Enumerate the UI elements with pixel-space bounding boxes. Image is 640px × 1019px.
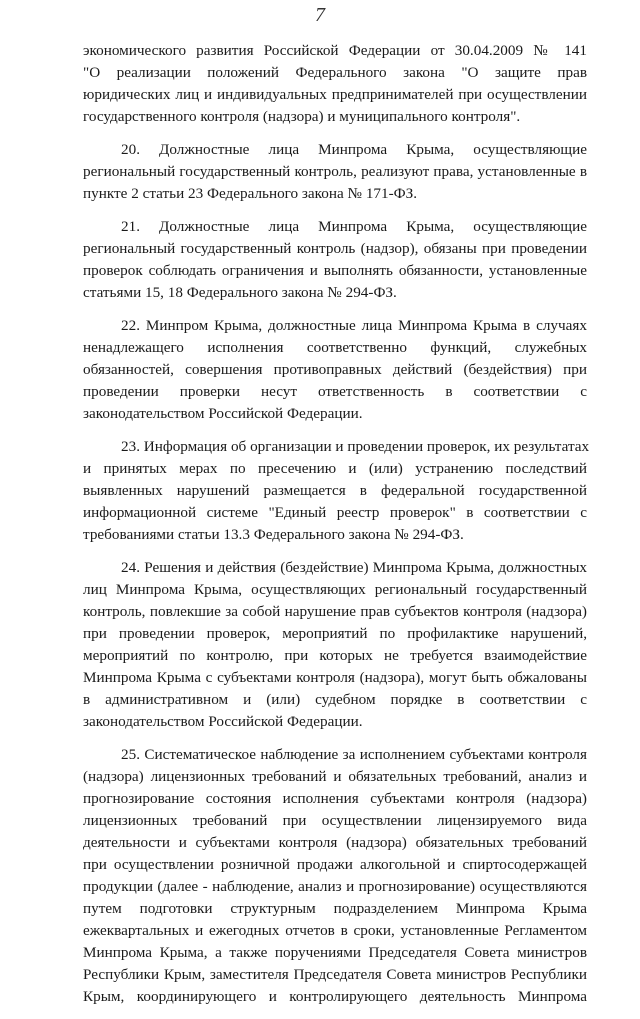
text-line: лицензионных требований при осуществлении лицензируемого вида (83, 812, 587, 829)
page-number: 7 (315, 4, 325, 26)
text-line: и принятых мерах по пресечению и (или) устранению последствий (83, 460, 587, 477)
text-line: в административном и (или) судебном порядке в соответствии с (83, 691, 587, 708)
text-line: прогнозирование состояния исполнения субъектами контроля (надзора) (83, 790, 587, 807)
text-line: 24. Решения и действия (бездействие) Минпрома Крыма, должностных (121, 559, 587, 576)
text-line: 22. Минпром Крыма, должностные лица Минпрома Крыма в случаях (121, 317, 587, 334)
text-line: проведении проверки несут ответственность в соответствии с (83, 383, 587, 400)
text-line: законодательством Российской Федерации. (83, 405, 363, 422)
text-line: (надзора) лицензионных требований и обязательных требований, анализ и (83, 768, 587, 785)
text-line: региональный государственный контроль (надзор), обязаны при проведении (83, 240, 587, 257)
text-line: 20. Должностные лица Минпрома Крыма, осуществляющие (121, 141, 587, 158)
paragraph (83, 436, 590, 546)
text-line: ненадлежащего исполнения соответственно функций, служебных (83, 339, 587, 356)
text-line: лиц Минпрома Крыма, осуществляющих региональный государственный (83, 581, 587, 598)
text-line: юридических лиц и индивидуальных предпринимателей при осуществлении (83, 86, 587, 103)
text-line: информационной системе "Единый реестр проверок" в соответствии с (83, 504, 587, 521)
text-line: Республики Крым, заместителя Председателя Совета министров Республики (83, 966, 587, 983)
text-line: Минпрома Крыма с субъектами контроля (надзора), могут быть обжалованы (83, 669, 587, 686)
text-line: Крым, координирующего и контролирующего деятельность Минпрома (83, 988, 587, 1005)
paragraph (83, 315, 587, 425)
text-line: контроль, повлекшие за собой нарушение прав субъектов контроля (надзора) (83, 603, 587, 620)
text-line: при проведении проверок, мероприятий по профилактике нарушений, (83, 625, 587, 642)
text-line: 23. Информация об организации и проведении проверок, их результатах (121, 438, 590, 455)
text-line: государственного контроля (надзора) и муниципального контроля". (83, 108, 521, 125)
text-line: статьями 15, 18 Федерального закона № 294-ФЗ. (83, 284, 397, 301)
text-line: 25. Систематическое наблюдение за исполнением субъектами контроля (121, 746, 587, 763)
text-line: Минпрома Крыма, а также поручениями Председателя Совета министров (83, 944, 587, 961)
text-line: 21. Должностные лица Минпрома Крыма, осуществляющие (121, 218, 587, 235)
document-body (83, 40, 590, 1019)
text-line: ежеквартальных и ежегодных отчетов в сроки, установленные Регламентом (83, 922, 587, 939)
text-line: выявленных нарушений размещается в федеральной государственной (83, 482, 587, 499)
text-line: законодательством Российской Федерации. (83, 713, 363, 730)
text-line: требованиями статьи 13.3 Федерального закона № 294-ФЗ. (83, 526, 464, 543)
paragraph (83, 216, 587, 304)
paragraph (83, 40, 587, 128)
paragraph (83, 139, 587, 205)
paragraph (83, 744, 587, 1008)
text-line: обязанностей, совершения противоправных действий (бездействия) при (83, 361, 587, 378)
text-line: проверок соблюдать ограничения и выполнять обязанности, установленные (83, 262, 587, 279)
text-line: путем подготовки структурным подразделением Минпрома Крыма (83, 900, 587, 917)
text-line: региональный государственный контроль, реализуют права, установленные в (83, 163, 587, 180)
paragraph (83, 557, 587, 733)
text-line: мероприятий по контролю, при которых не требуется взаимодействие (83, 647, 587, 664)
text-line: деятельности и субъектами контроля (надзора) обязательных требований (83, 834, 587, 851)
text-line: "О реализации положений Федерального закона "О защите прав (83, 64, 587, 81)
text-line: экономического развития Российской Федерации от 30.04.2009 № 141 (83, 42, 587, 59)
text-line: пункте 2 статьи 23 Федерального закона № 171-ФЗ. (83, 185, 418, 202)
text-line: продукции (далее - наблюдение, анализ и прогнозирование) осуществляются (83, 878, 587, 895)
text-line: при осуществлении розничной продажи алкогольной и спиртосодержащей (83, 856, 587, 873)
